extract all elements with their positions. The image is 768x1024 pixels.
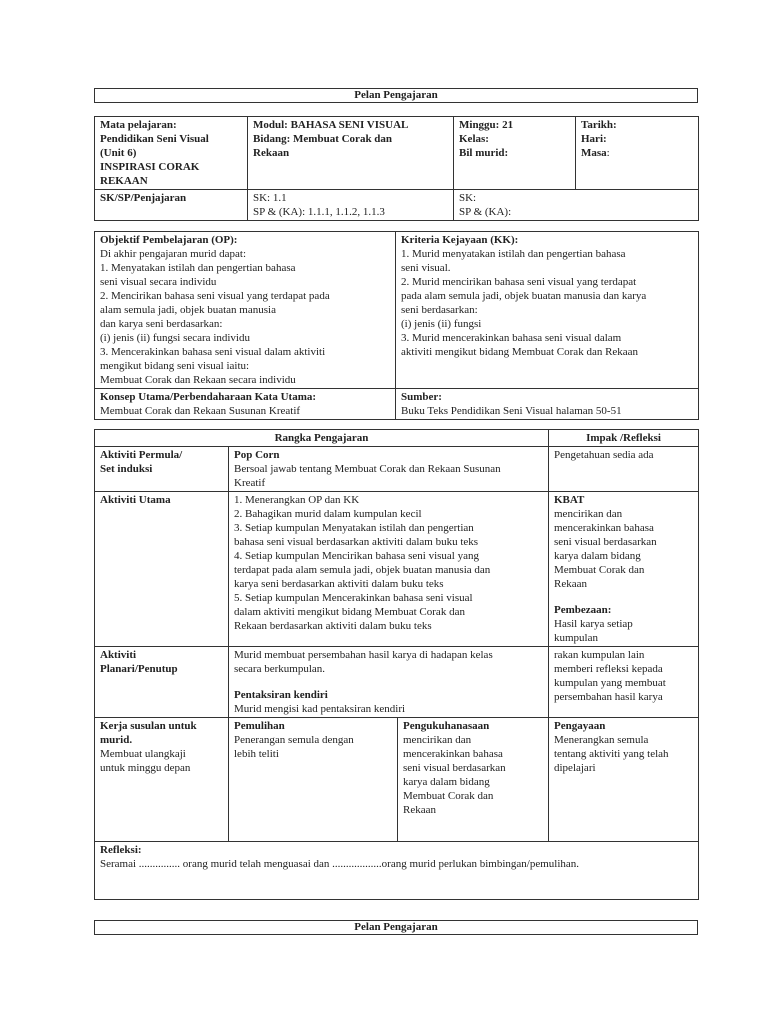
time-label-text: Masa — [581, 147, 607, 159]
enrichment-cell — [549, 718, 699, 842]
row3-text: Murid membuat persembahan hasil karya di hadapan kelas — [234, 649, 493, 661]
row1-label-line: Set induksi — [100, 463, 153, 475]
op-line: Di akhir pengajaran murid dapat: — [100, 248, 247, 260]
kbat-line: seni visual berdasarkan — [554, 536, 657, 548]
subject-line: REKAAN — [100, 175, 148, 187]
impact-head-text: Impak /Refleksi — [586, 432, 661, 444]
date-cell — [576, 117, 699, 190]
row1-text: Kreatif — [234, 477, 266, 489]
diff-line: Hasil karya setiap — [554, 618, 633, 630]
row2-text: 1. Menerangkan OP dan KK — [234, 494, 360, 506]
assess-text: Murid mengisi kad pentaksiran kendiri — [234, 703, 406, 715]
row3-content — [229, 647, 549, 718]
kk-title: Kriteria Kejayaan (KK): — [401, 234, 519, 246]
subject-cell — [95, 117, 248, 190]
concept-cell — [95, 389, 396, 420]
kk-line: aktiviti mengikut bidang Membuat Corak dan Rekaan — [401, 346, 639, 358]
row2-text: 2. Bahagikan murid dalam kumpulan kecil — [234, 508, 422, 520]
row2-label-text: Aktiviti Utama — [100, 494, 171, 506]
reflection-text: Seramai ............... orang murid telah menguasai dan ..................orang murid perlukan bimbingan/pemulihan. — [100, 858, 580, 870]
row3-label-line: Aktiviti — [100, 649, 137, 661]
row2-label — [95, 492, 229, 647]
header-table — [94, 116, 699, 221]
op-cell — [95, 232, 396, 389]
op-line: alam semula jadi, objek buatan manusia — [100, 304, 276, 316]
op-line: mengikut bidang seni visual iaitu: — [100, 360, 250, 372]
day-label: Hari: — [581, 133, 607, 145]
kbat-line: Membuat Corak dan — [554, 564, 645, 576]
time-label — [581, 146, 693, 160]
op-line: 3. Mencerakinkan bahasa seni visual dalam aktiviti — [100, 346, 326, 358]
reinforcement-line: mencerakinkan bahasa — [403, 748, 503, 760]
subject-line: INSPIRASI CORAK — [100, 161, 200, 173]
reinforcement-line: Rekaan — [403, 804, 436, 816]
row2-text: bahasa seni visual berdasarkan aktiviti dalam buku teks — [234, 536, 479, 548]
framework-head — [95, 430, 549, 447]
row2-text: dalam aktiviti mengikut bidang Membuat Corak dan — [234, 606, 465, 618]
spacer — [234, 676, 543, 688]
week-cell — [454, 117, 576, 190]
sk1-cell — [248, 190, 454, 221]
kbat-line: karya dalam bidang — [554, 550, 641, 562]
sk-label: SK/SP/Penjajaran — [100, 192, 187, 204]
row3-impact-line: persembahan hasil karya — [554, 691, 663, 703]
remedial-line: Penerangan semula dengan — [234, 734, 354, 746]
kk-line: 1. Murid menyatakan istilah dan pengertian bahasa — [401, 248, 626, 260]
kk-line: 3. Murid mencerakinkan bahasa seni visual dalam — [401, 332, 622, 344]
module-cell — [248, 117, 454, 190]
reinforcement-line: mencirikan dan — [403, 734, 472, 746]
enrichment-line: Menerangkan semula — [554, 734, 649, 746]
spacer — [554, 591, 693, 603]
op-line: (i) jenis (ii) fungsi secara individu — [100, 332, 250, 344]
sk2: SK: — [459, 192, 477, 204]
objectives-table — [94, 231, 699, 420]
reinforcement-cell — [398, 718, 549, 842]
reinforcement-line: karya dalam bidang — [403, 776, 490, 788]
row1-title: Pop Corn — [234, 449, 280, 461]
row4-label-title: Kerja susulan untuk — [100, 720, 197, 732]
op-line: seni visual secara individu — [100, 276, 217, 288]
page-title-bottom: Pelan Pengajaran — [94, 920, 698, 935]
row4-label-line: untuk minggu depan — [100, 762, 191, 774]
kk-cell — [396, 232, 699, 389]
reflection-cell — [95, 842, 699, 900]
diff-title: Pembezaan: — [554, 604, 612, 616]
module-label: Modul: BAHASA SENI VISUAL — [253, 119, 409, 131]
concept-text: Membuat Corak dan Rekaan Susunan Kreatif — [100, 405, 301, 417]
enrichment-title: Pengayaan — [554, 720, 606, 732]
kbat-line: mencirikan dan — [554, 508, 623, 520]
row2-text: karya seni berdasarkan aktiviti dalam buku teks — [234, 578, 444, 590]
row3-label-line: Planari/Penutup — [100, 663, 178, 675]
row4-label-title: murid. — [100, 734, 133, 746]
diff-line: kumpulan — [554, 632, 598, 644]
date-label: Tarikh: — [581, 119, 617, 131]
kk-line: seni berdasarkan: — [401, 304, 478, 316]
assess-title: Pentaksiran kendiri — [234, 689, 328, 701]
op-line: 1. Menyatakan istilah dan pengertian bahasa — [100, 262, 296, 274]
sp1: SP & (KA): 1.1.1, 1.1.2, 1.1.3 — [253, 206, 385, 218]
op-title: Objektif Pembelajaran (OP): — [100, 234, 238, 246]
row1-impact — [549, 447, 699, 492]
remedial-cell — [229, 718, 398, 842]
enrichment-line: dipelajari — [554, 762, 596, 774]
enrichment-line: tentang aktiviti yang telah — [554, 748, 669, 760]
row3-impact-line: kumpulan yang membuat — [554, 677, 666, 689]
remedial-line: lebih teliti — [234, 748, 279, 760]
class-label: Kelas: — [459, 133, 489, 145]
reinforcement-line: Membuat Corak dan — [403, 790, 494, 802]
reinforcement-title-suffix: asaan — [462, 720, 490, 732]
reinforcement-title — [403, 719, 543, 733]
row3-impact — [549, 647, 699, 718]
source-title: Sumber: — [401, 391, 442, 403]
kbat-title: KBAT — [554, 494, 585, 506]
framework-head-text: Rangka Pengajaran — [274, 432, 369, 444]
impact-head — [549, 430, 699, 447]
kk-line: pada alam semula jadi, objek buatan manusia dan karya — [401, 290, 647, 302]
row3-label — [95, 647, 229, 718]
subject-label: Mata pelajaran: — [100, 119, 177, 131]
source-cell — [396, 389, 699, 420]
row2-content — [229, 492, 549, 647]
subject-line: (Unit 6) — [100, 147, 137, 159]
module-line: Bidang: Membuat Corak dan — [253, 133, 393, 145]
sp2: SP & (KA): — [459, 206, 512, 218]
row1-impact-text: Pengetahuan sedia ada — [554, 449, 654, 461]
kk-line: 2. Murid mencirikan bahasa seni visual yang terdapat — [401, 276, 637, 288]
subject-line: Pendidikan Seni Visual — [100, 133, 209, 145]
row2-text: 3. Setiap kumpulan Menyatakan istilah dan pengertian — [234, 522, 474, 534]
row1-label — [95, 447, 229, 492]
page-title-top: Pelan Pengajaran — [94, 88, 698, 103]
row1-text: Bersoal jawab tentang Membuat Corak dan Rekaan Susunan — [234, 463, 501, 475]
op-line: 2. Mencirikan bahasa seni visual yang terdapat pada — [100, 290, 330, 302]
source-text: Buku Teks Pendidikan Seni Visual halaman 50-51 — [401, 405, 622, 417]
kbat-line: Rekaan — [554, 578, 587, 590]
row1-label-line: Aktiviti Permula/ — [100, 449, 183, 461]
kk-line: seni visual. — [401, 262, 451, 274]
row2-text: 4. Setiap kumpulan Mencirikan bahasa seni visual yang — [234, 550, 479, 562]
sk2-cell — [454, 190, 699, 221]
row4-label — [95, 718, 229, 842]
reinforcement-line: seni visual berdasarkan — [403, 762, 506, 774]
row2-impact — [549, 492, 699, 647]
week-label: Minggu: 21 — [459, 119, 514, 131]
concept-title: Konsep Utama/Perbendaharaan Kata Utama: — [100, 391, 317, 403]
module-line: Rekaan — [253, 147, 290, 159]
sk1: SK: 1.1 — [253, 192, 287, 204]
reinforcement-title-main: Pengukuhan — [403, 720, 463, 732]
reflection-title: Refleksi: — [100, 844, 142, 856]
row3-impact-line: rakan kumpulan lain — [554, 649, 645, 661]
row2-text: terdapat pada alam semula jadi, objek buatan manusia dan — [234, 564, 491, 576]
row1-content — [229, 447, 549, 492]
framework-table — [94, 429, 699, 900]
kbat-line: mencerakinkan bahasa — [554, 522, 654, 534]
time-colon: : — [606, 147, 610, 159]
students-label: Bil murid: — [459, 147, 509, 159]
remedial-title: Pemulihan — [234, 720, 285, 732]
sk-label-cell — [95, 190, 248, 221]
row2-text: Rekaan berdasarkan aktiviti dalam buku teks — [234, 620, 432, 632]
row3-impact-line: memberi refleksi kepada — [554, 663, 663, 675]
op-line: Membuat Corak dan Rekaan secara individu — [100, 374, 296, 386]
row3-text: secara berkumpulan. — [234, 663, 326, 675]
row2-text: 5. Setiap kumpulan Mencerakinkan bahasa seni visual — [234, 592, 473, 604]
row4-label-line: Membuat ulangkaji — [100, 748, 186, 760]
kk-line: (i) jenis (ii) fungsi — [401, 318, 482, 330]
op-line: dan karya seni berdasarkan: — [100, 318, 223, 330]
